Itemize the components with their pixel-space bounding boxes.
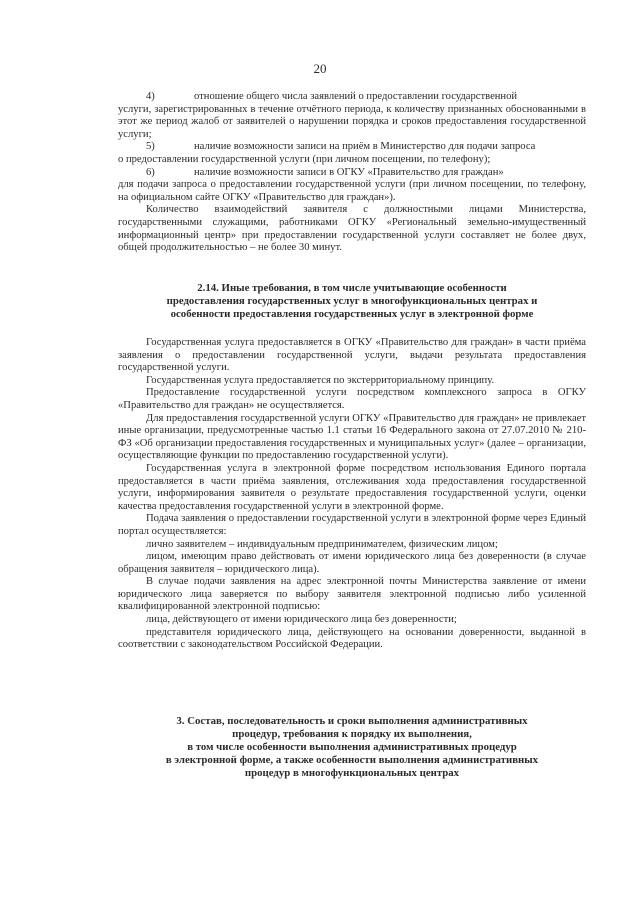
- section-heading-2-14: [118, 282, 586, 321]
- item-continuation: о предоставлении государственной услуги (при личном посещении, по телефону);: [118, 153, 491, 165]
- item-text: отношение общего числа заявлений о предоставлении государственной: [194, 91, 518, 102]
- paragraph: Государственная услуга в электронной форме посредством использования Единого портала предоставляется в части приёма заявления, отслеживания хода предоставления государственной услуги, информирования заявителя о результате предоставления государственной услуги, оценки качества предоставления государственной услуги в электронной форме.: [118, 462, 586, 512]
- heading-line: 2.14. Иные требования, в том числе учитывающие особенности: [197, 282, 507, 294]
- paragraph: представителя юридического лица, действующего на основании доверенности, выданной в соответствии с законодательством Российской Федерации.: [118, 626, 586, 651]
- page-number: 20: [313, 61, 327, 76]
- heading-line: 3. Состав, последовательность и сроки выполнения административных: [176, 715, 528, 727]
- item-number: 6): [146, 166, 155, 178]
- paragraph: лицом, имеющим право действовать от имени юридического лица без доверенности (в случае обращения заявителя – юридического лица).: [118, 551, 586, 575]
- paragraph: лица, действующего от имени юридического лица без доверенности;: [146, 614, 457, 626]
- item-text: наличие возможности записи в ОГКУ «Правительство для граждан»: [194, 166, 504, 178]
- paragraph: Государственная услуга предоставляется по экстерриториальному принципу.: [146, 374, 495, 386]
- paragraph: Предоставление государственной услуги посредством комплексного запроса в ОГКУ «Правительство для граждан» не осуществляется.: [118, 387, 586, 411]
- paragraph: лично заявителем – индивидуальным предпринимателем, физическим лицом;: [146, 538, 498, 550]
- heading-line: особенности предоставления государственных услуг в электронной форме: [170, 308, 534, 320]
- paragraph: Государственная услуга предоставляется в ОГКУ «Правительство для граждан» в части приёма заявления о предоставлении государственной услуги, выдачи результата предоставления государственной услуги.: [118, 337, 586, 374]
- paragraph: Для предоставления государственной услуги ОГКУ «Правительство для граждан» не привлекает иные организации, предусмотренные частью 1.1 статьи 16 Федерального закона от 27.07.2010 № 210-ФЗ «Об организации предоставления государственных и муниципальных услуг» (далее – организации, осуществляющие функции по предоставлению государственной услуги).: [118, 412, 586, 462]
- list-item: [118, 141, 586, 154]
- paragraph: Подача заявления о предоставлении государственной услуги в электронной форме через Единый портал осуществляется:: [118, 513, 586, 537]
- heading-line: процедур в многофункциональных центрах: [244, 767, 460, 779]
- heading-line: в том числе особенности выполнения административных процедур: [187, 741, 517, 753]
- list-item: [118, 91, 586, 104]
- heading-line: предоставления государственных услуг в многофункциональных центрах и: [166, 295, 538, 307]
- item-number: 4): [146, 91, 155, 102]
- paragraph: В случае подачи заявления на адрес электронной почты Министерства заявление от имени юридического лица заверяется по выбору заявителя электронной подписью либо усиленной квалифицированной электронной подписью:: [118, 576, 586, 613]
- section-body-2-14: [118, 337, 586, 652]
- item-number: 5): [146, 141, 155, 153]
- item-text: наличие возможности записи на приём в Министерство для подачи запроса: [194, 141, 536, 153]
- item-continuation: для подачи запроса о предоставлении государственной услуги (при личном посещении, по телефону, на официальном сайте ОГКУ «Правительство для граждан»).: [118, 179, 586, 203]
- list-item: [118, 167, 586, 180]
- heading-line: в электронной форме, а также особенности выполнения административных: [165, 754, 539, 766]
- heading-line: процедур, требования к порядку их выполнения,: [232, 728, 472, 740]
- item-continuation: услуги, зарегистрированных в течение отчётного периода, к количеству признанных обоснованными в этот же период жалоб от заявителей о нарушении порядка и сроков предоставления государственной услуги;: [118, 103, 586, 140]
- paragraph: Количество взаимодействий заявителя с должностными лицами Министерства, государственными служащими, работниками ОГКУ «Региональный земельно-имущественный информационный центр» при предоставлении государственной услуги составляет не более двух, общей продолжительностью – не более 30 минут.: [118, 204, 586, 254]
- section-heading-3: [118, 715, 586, 780]
- list-top: [118, 91, 586, 255]
